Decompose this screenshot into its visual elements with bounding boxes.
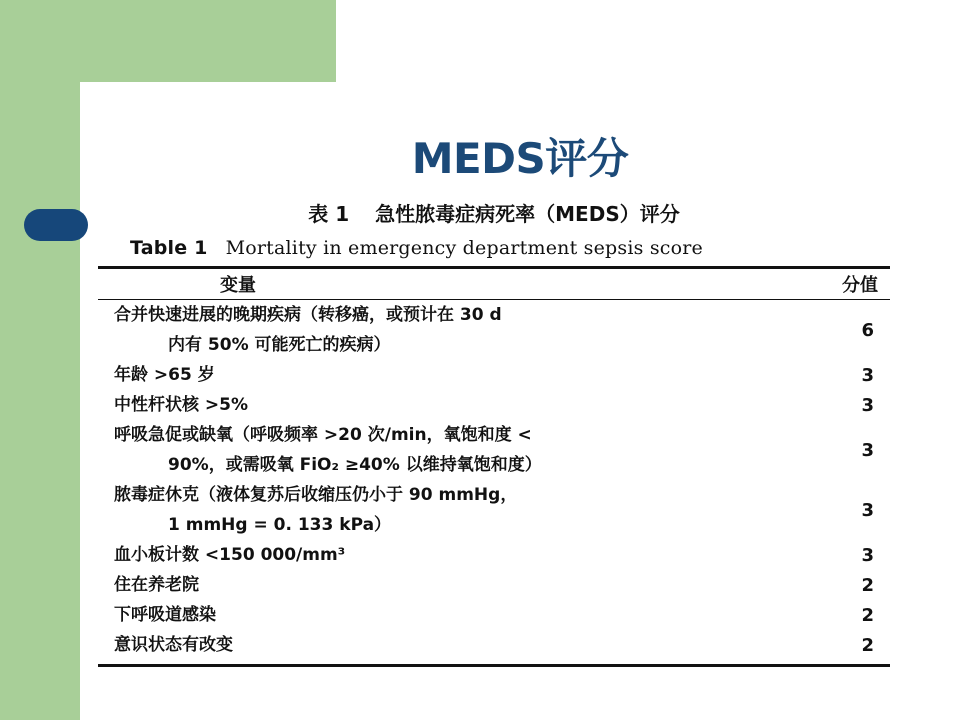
row-text-continued: 内有 50% 可能死亡的疾病） xyxy=(168,335,391,355)
left-green-band xyxy=(0,0,80,720)
caption-cn xyxy=(98,196,890,232)
row-text: 下呼吸道感染 xyxy=(114,605,216,625)
slide-title: MEDS评分 xyxy=(411,134,629,183)
meds-table xyxy=(98,196,890,667)
row-score: 3 xyxy=(861,364,874,386)
row-text-continued: 90%，或需吸氧 FiO₂ ≥40% 以维持氧饱和度） xyxy=(168,455,542,475)
row-variable xyxy=(98,360,788,390)
row-score: 6 xyxy=(861,319,874,341)
table-row xyxy=(98,600,890,630)
table-row xyxy=(98,390,890,420)
table-row xyxy=(98,480,890,540)
row-text: 中性杆状核 >5% xyxy=(114,395,249,415)
caption-en-label: Table 1 xyxy=(130,237,208,259)
header-score: 分值 xyxy=(842,275,878,296)
row-variable xyxy=(98,600,788,630)
row-text: 血小板计数 <150 000/mm³ xyxy=(114,545,346,565)
row-score: 3 xyxy=(861,544,874,566)
table-row xyxy=(98,360,890,390)
row-score: 3 xyxy=(861,439,874,461)
row-variable xyxy=(98,630,788,660)
header-variable: 变量 xyxy=(220,275,256,296)
table-row xyxy=(98,570,890,600)
row-text: 合并快速进展的晚期疾病（转移癌，或预计在 30 d xyxy=(114,305,502,325)
row-text: 呼吸急促或缺氧（呼吸频率 >20 次/min，氧饱和度 < xyxy=(114,425,532,445)
row-text-continued: 1 mmHg = 0. 133 kPa） xyxy=(168,515,392,535)
table-header xyxy=(98,269,890,299)
decorative-pill xyxy=(24,209,88,241)
bottom-rule xyxy=(98,664,890,667)
row-variable xyxy=(98,420,788,480)
caption-cn-text: 急性脓毒症病死率（MEDS）评分 xyxy=(375,202,680,226)
table-row xyxy=(98,540,890,570)
row-variable xyxy=(98,480,788,540)
row-text: 脓毒症休克（液体复苏后收缩压仍小于 90 mmHg， xyxy=(114,485,518,505)
table-row xyxy=(98,630,890,660)
row-variable xyxy=(98,390,788,420)
row-variable xyxy=(98,300,788,360)
table-row xyxy=(98,420,890,480)
row-variable xyxy=(98,540,788,570)
row-text: 住在养老院 xyxy=(114,575,199,595)
caption-en xyxy=(98,232,890,264)
row-score: 2 xyxy=(861,604,874,626)
row-score: 2 xyxy=(861,574,874,596)
row-variable xyxy=(98,570,788,600)
table-row xyxy=(98,300,890,360)
row-score: 3 xyxy=(861,394,874,416)
row-score: 2 xyxy=(861,634,874,656)
row-score: 3 xyxy=(861,499,874,521)
top-green-band xyxy=(0,0,336,82)
caption-en-text: Mortality in emergency department sepsis score xyxy=(225,237,703,259)
caption-cn-label: 表 1 xyxy=(308,202,350,226)
row-text: 年龄 >65 岁 xyxy=(114,365,215,385)
row-text: 意识状态有改变 xyxy=(114,635,233,655)
